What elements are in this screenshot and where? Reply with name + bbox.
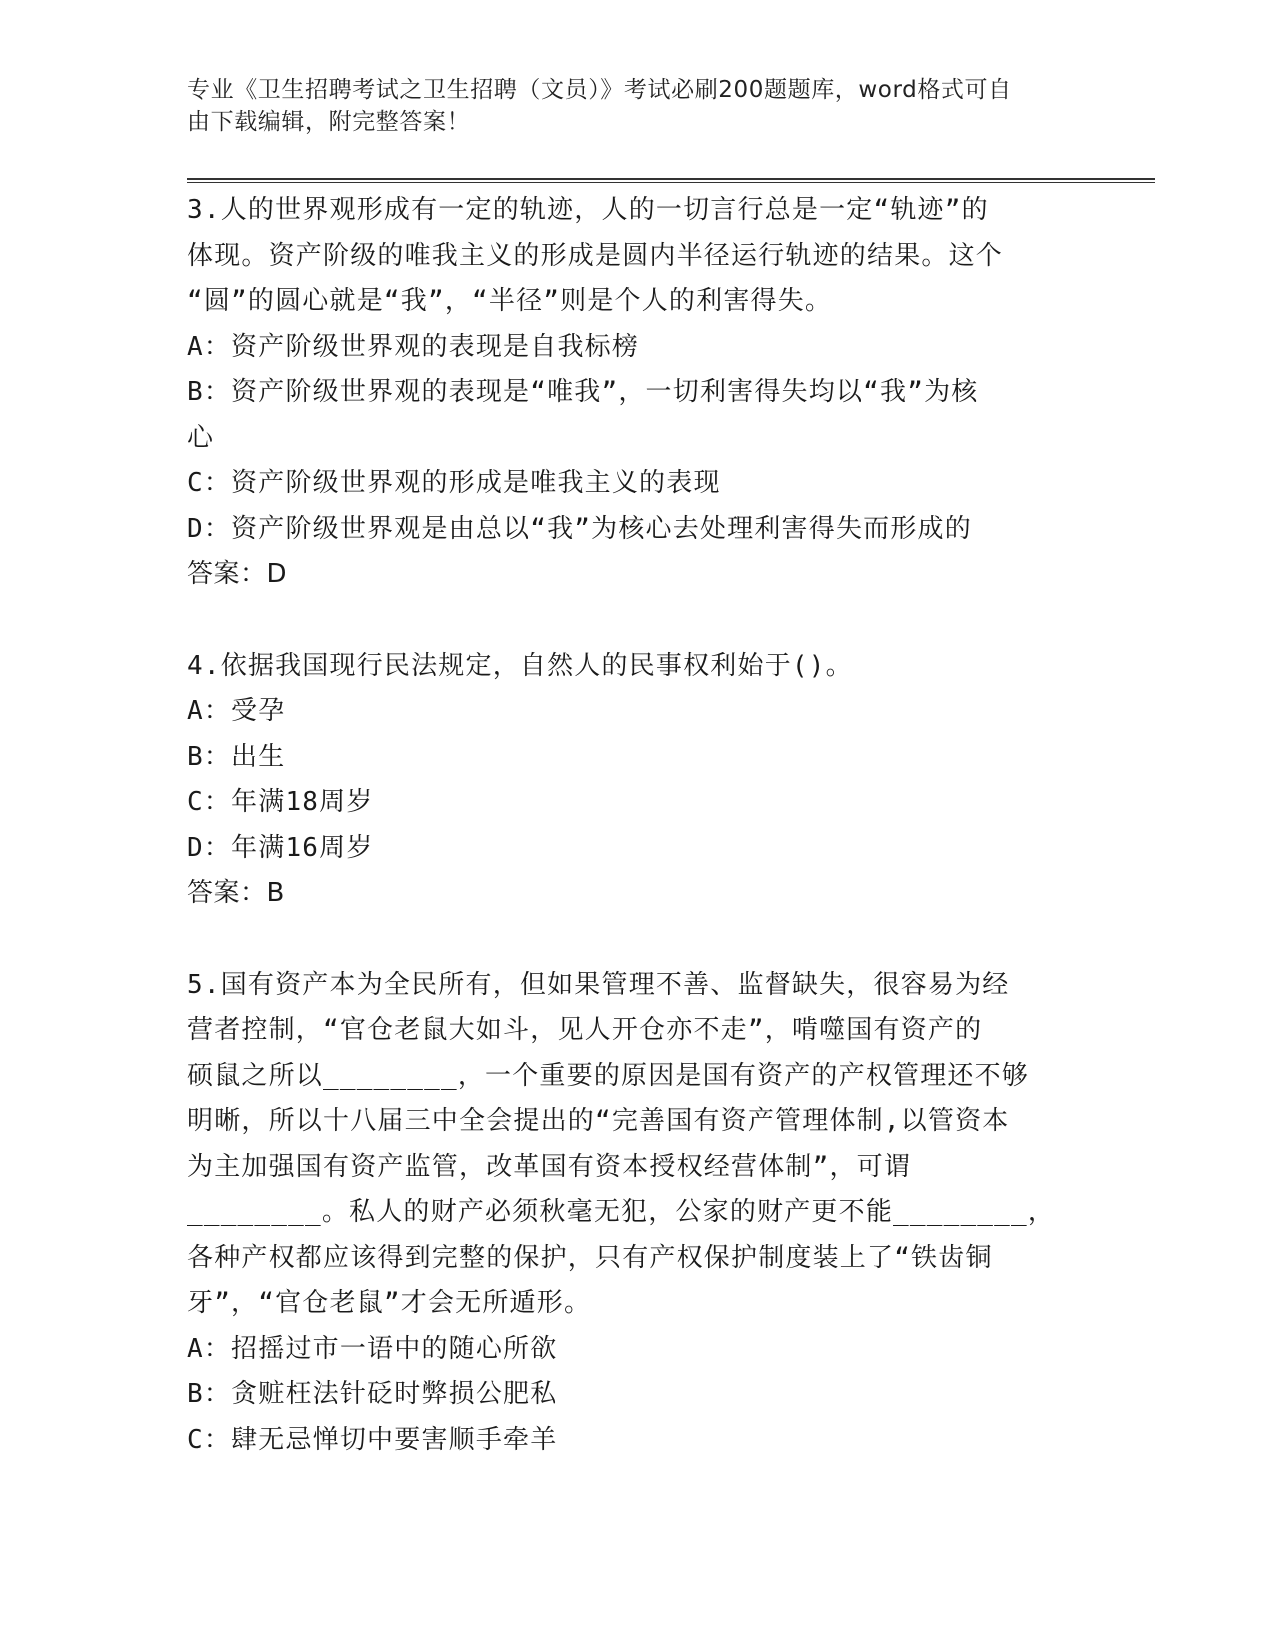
question-stem-line: 为主加强国有资产监管，改革国有资本授权经营体制”，可谓 xyxy=(187,1151,912,1182)
option-a: A：招摇过市一语中的随心所欲 xyxy=(187,1333,558,1364)
answer-label: 答案：B xyxy=(187,878,285,908)
question-stem-line: 体现。资产阶级的唯我主义的形成是圆内半径运行轨迹的结果。这个 xyxy=(187,240,1004,271)
option-a: A：受孕 xyxy=(187,696,286,726)
option-a: A：资产阶级世界观的表现是自我标榜 xyxy=(187,331,640,362)
question-stem-line: 营者控制，“官仓老鼠大如斗，见人开仓亦不走”，啃噬国有资产的 xyxy=(187,1015,983,1045)
option-b: B：出生 xyxy=(187,741,286,772)
option-b-continued: 心 xyxy=(187,422,215,453)
question-stem-line: 明晰，所以十八届三中全会提出的“完善国有资产管理体制,以管资本 xyxy=(187,1106,1010,1136)
question-stem-line: 牙”，“官仓老鼠”才会无所遁形。 xyxy=(187,1288,592,1318)
option-b: B：资产阶级世界观的表现是“唯我”，一切利害得失均以“我”为核 xyxy=(187,377,979,407)
header-line-2: 由下载编辑，附完整答案！ xyxy=(187,109,471,135)
question-stem-line: 5.国有资产本为全民所有，但如果管理不善、监督缺失，很容易为经 xyxy=(187,969,1010,1000)
question-3 xyxy=(187,188,1087,598)
header-divider xyxy=(187,178,1155,183)
option-d: D：资产阶级世界观是由总以“我”为核心去处理利害得失而形成的 xyxy=(187,513,972,544)
question-stem-line: ________。私人的财产必须秋毫无犯，公家的财产更不能________， xyxy=(187,1197,1056,1227)
question-list xyxy=(187,188,1087,1463)
question-stem-line: 各种产权都应该得到完整的保护，只有产权保护制度装上了“铁齿铜 xyxy=(187,1242,993,1273)
header-line-1: 专业《卫生招聘考试之卫生招聘（文员）》考试必刷200题题库，word格式可自 xyxy=(187,77,1012,103)
option-c: C：肆无忌惮切中要害顺手牵羊 xyxy=(187,1424,558,1455)
answer-label: 答案：D xyxy=(187,559,288,589)
question-stem-line: 3.人的世界观形成有一定的轨迹，人的一切言行总是一定“轨迹”的 xyxy=(187,195,989,225)
option-b: B：贪赃枉法针砭时弊损公肥私 xyxy=(187,1379,558,1409)
option-d: D：年满16周岁 xyxy=(187,832,374,863)
question-4 xyxy=(187,644,1087,917)
option-c: C：资产阶级世界观的形成是唯我主义的表现 xyxy=(187,468,721,498)
question-stem-line: “圆”的圆心就是“我”，“半径”则是个人的利害得失。 xyxy=(187,286,833,316)
question-stem-line: 4.依据我国现行民法规定，自然人的民事权利始于()。 xyxy=(187,650,853,681)
document-header xyxy=(187,74,1067,138)
question-5 xyxy=(187,963,1087,1464)
option-c: C：年满18周岁 xyxy=(187,787,374,817)
question-stem-line: 硕鼠之所以________，一个重要的原因是国有资产的产权管理还不够 xyxy=(187,1060,1030,1091)
document-page xyxy=(187,0,1087,1650)
